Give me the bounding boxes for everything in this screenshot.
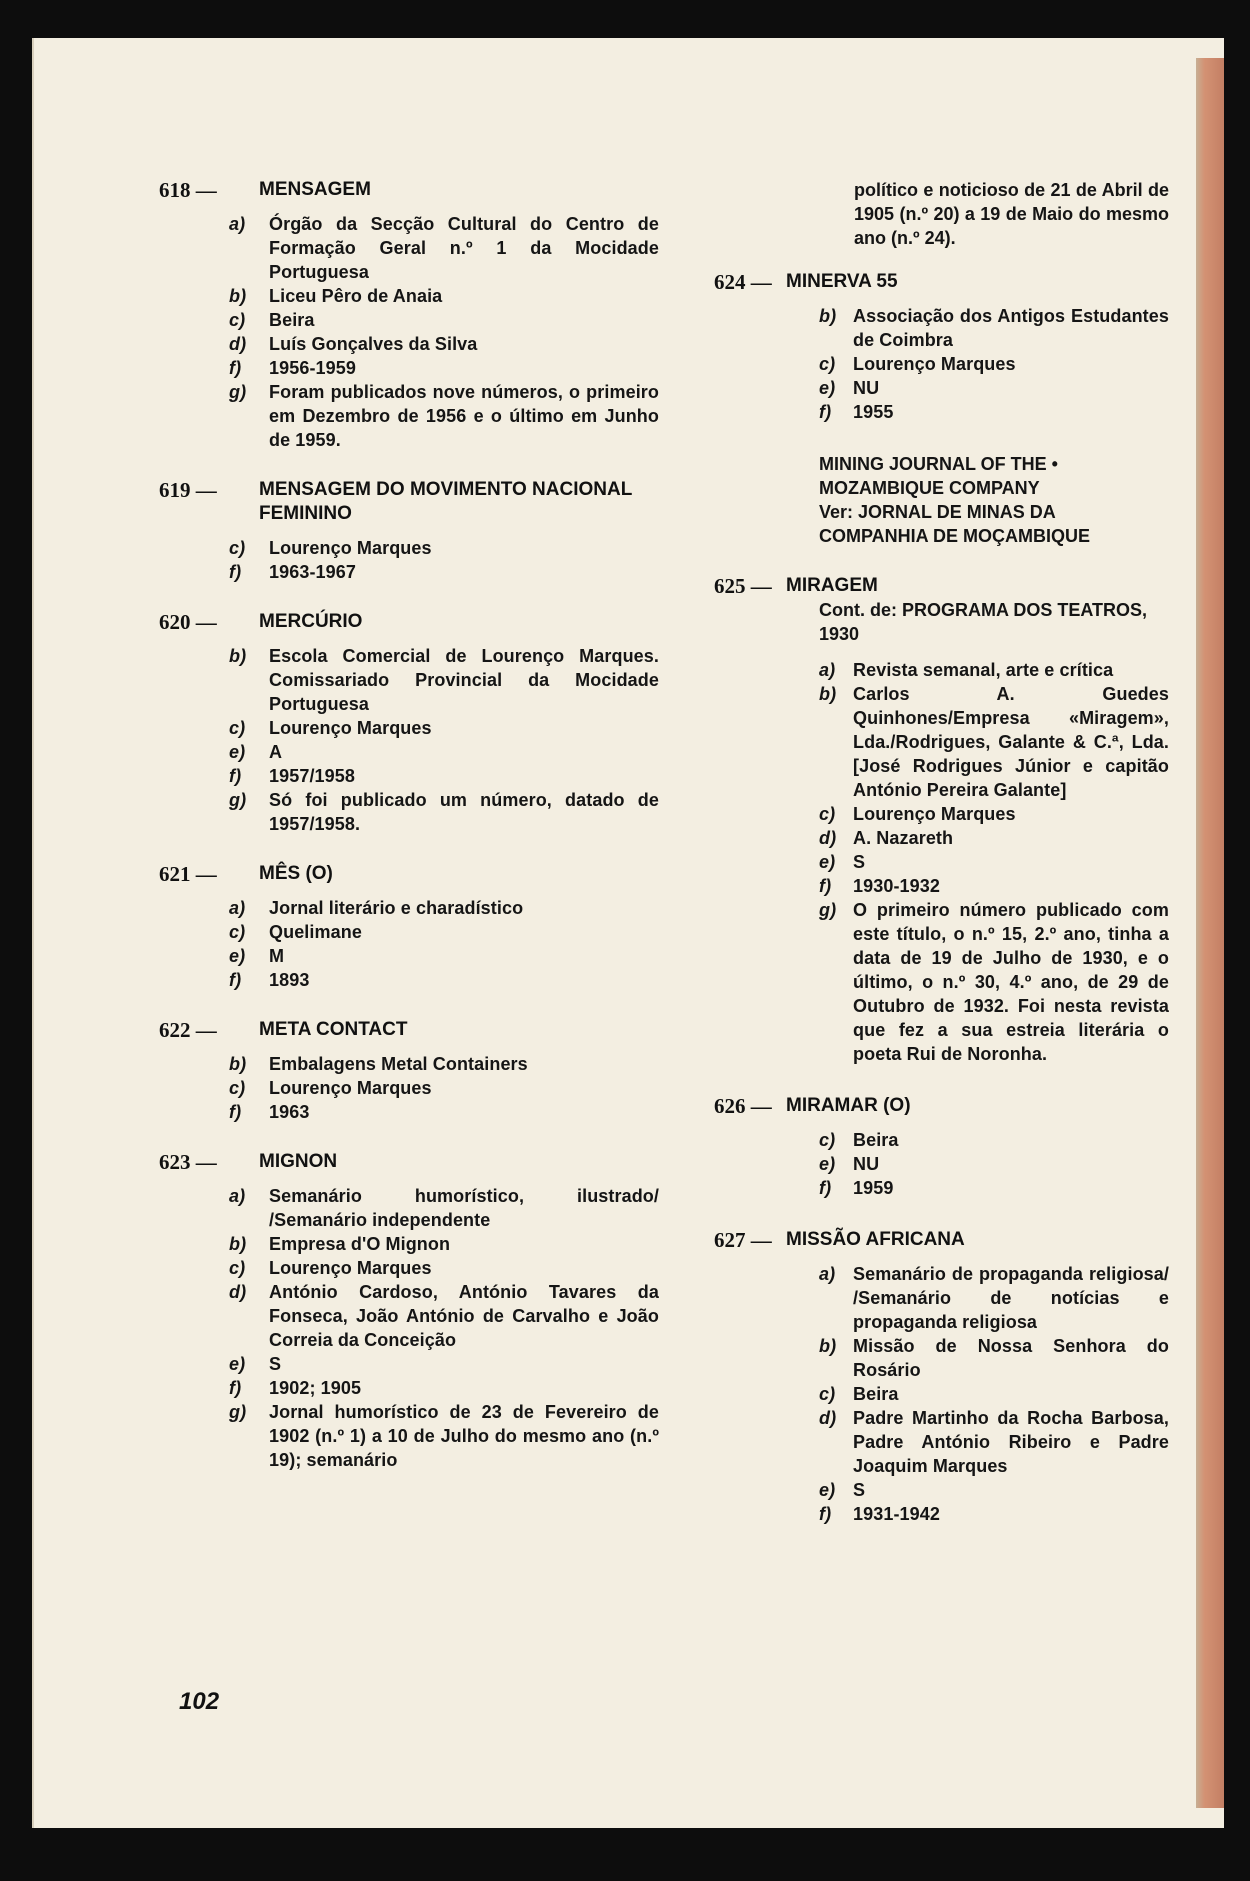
field-label: f)	[229, 358, 242, 378]
field-label: b)	[229, 286, 247, 306]
field-value: 1963	[269, 1102, 310, 1122]
book-page	[32, 38, 1224, 1828]
field-label: e)	[229, 742, 246, 762]
entry-field	[714, 826, 1169, 850]
entry-field	[714, 1334, 1169, 1382]
entry-field	[159, 896, 659, 920]
field-label: c)	[819, 804, 836, 824]
right-column	[714, 178, 1169, 1554]
entry-field	[714, 802, 1169, 826]
field-value: S	[269, 1354, 282, 1374]
field-label: g)	[229, 790, 247, 810]
field-value: António Cardoso, António Tavares da Fonseca, João António de Carvalho e João Correia da Conceição	[269, 1282, 659, 1350]
entry-title	[714, 1094, 1169, 1118]
entry-title	[159, 178, 659, 202]
field-label: f)	[229, 562, 242, 582]
entry-number: 618 —	[159, 178, 217, 202]
field-label: e)	[819, 1154, 836, 1174]
field-value: Órgão da Secção Cultural do Centro de Formação Geral n.º 1 da Mocidade Portuguesa	[269, 214, 659, 282]
field-label: d)	[229, 334, 247, 354]
entry-field	[714, 658, 1169, 682]
field-label: d)	[819, 828, 837, 848]
entry-field	[714, 376, 1169, 400]
field-label: b)	[819, 306, 837, 326]
field-value: A. Nazareth	[853, 828, 954, 848]
entry-field	[159, 1184, 659, 1232]
entry-field	[159, 1052, 659, 1076]
entry-number: 621 —	[159, 862, 217, 886]
entry-field	[159, 284, 659, 308]
entry-field	[159, 740, 659, 764]
field-value: M	[269, 946, 285, 966]
entry-field	[159, 788, 659, 836]
field-value: 1931-1942	[853, 1504, 940, 1524]
entry-field	[159, 944, 659, 968]
field-value: Lourenço Marques	[269, 538, 432, 558]
field-value: 1957/1958	[269, 766, 355, 786]
field-label: a)	[229, 1186, 246, 1206]
entry-number: 620 —	[159, 610, 217, 634]
entry-field	[714, 1406, 1169, 1478]
catalog-entry	[714, 1228, 1169, 1526]
field-value: Carlos A. Guedes Quinhones/Empresa «Miragem», Lda./Rodrigues, Galante & C.ª, Lda. [José Rodrigues Júnior e capitão António Pereira Galante]	[853, 684, 1169, 800]
field-value: Lourenço Marques	[853, 354, 1016, 374]
entry-name: MENSAGEM	[259, 179, 371, 200]
field-label: f)	[819, 876, 832, 896]
entry-number: 627 —	[714, 1228, 772, 1252]
field-label: b)	[229, 1234, 247, 1254]
field-value: Beira	[269, 310, 315, 330]
field-label: f)	[229, 970, 242, 990]
field-value: NU	[853, 378, 880, 398]
catalog-entry	[159, 862, 659, 992]
entry-title	[714, 574, 1169, 598]
entry-name: MISSÃO AFRICANA	[786, 1229, 965, 1250]
entry-name: MERCÚRIO	[259, 611, 363, 632]
field-label: g)	[229, 1402, 247, 1422]
field-label: c)	[229, 310, 246, 330]
continuation-text: político e noticioso de 21 de Abril de 1905 (n.º 20) a 19 de Maio do mesmo ano (n.º 24).	[854, 180, 1169, 248]
field-value: Jornal humorístico de 23 de Fevereiro de 1902 (n.º 1) a 10 de Julho do mesmo ano (n.º 19); semanário	[269, 1402, 659, 1470]
entry-name: MINERVA 55	[786, 271, 898, 292]
field-value: 1930-1932	[853, 876, 940, 896]
field-label: c)	[229, 1078, 246, 1098]
entry-title	[159, 1150, 659, 1174]
field-value: Missão de Nossa Senhora do Rosário	[853, 1336, 1169, 1380]
field-value: Revista semanal, arte e crítica	[853, 660, 1114, 680]
field-label: b)	[229, 646, 247, 666]
entry-field	[159, 380, 659, 452]
entry-field	[714, 352, 1169, 376]
field-value: 1902; 1905	[269, 1378, 362, 1398]
field-label: f)	[819, 1504, 832, 1524]
entry-field	[159, 968, 659, 992]
entry-field	[714, 1176, 1169, 1200]
field-value: Semanário humorístico, ilustrado/ /Semanário independente	[269, 1186, 659, 1230]
field-value: 1955	[853, 402, 894, 422]
entry-field	[159, 560, 659, 584]
catalog-entry	[159, 1018, 659, 1124]
entry-field	[159, 1376, 659, 1400]
entry-number: 626 —	[714, 1094, 772, 1118]
entry-number: 619 —	[159, 478, 217, 502]
entry-title	[714, 270, 1169, 294]
field-label: f)	[229, 766, 242, 786]
entry-field	[159, 764, 659, 788]
field-value: NU	[853, 1154, 880, 1174]
entry-field	[159, 332, 659, 356]
field-label: g)	[229, 382, 247, 402]
entry-name: MIRAMAR (O)	[786, 1095, 911, 1116]
field-label: g)	[819, 900, 837, 920]
entry-number: 622 —	[159, 1018, 217, 1042]
field-value: Liceu Pêro de Anaia	[269, 286, 443, 306]
entry-title	[159, 478, 659, 526]
entry-number: 624 —	[714, 270, 772, 294]
field-value: Associação dos Antigos Estudantes de Coimbra	[853, 306, 1169, 350]
entry-field	[714, 682, 1169, 802]
entry-field	[714, 1382, 1169, 1406]
entry-field	[159, 716, 659, 740]
page-number: 102	[179, 1688, 220, 1715]
entry-name: MIGNON	[259, 1151, 338, 1172]
entry-name: META CONTACT	[259, 1019, 408, 1040]
field-label: c)	[819, 1384, 836, 1404]
entry-field	[714, 1262, 1169, 1334]
entry-field	[714, 874, 1169, 898]
field-value: 1959	[853, 1178, 894, 1198]
field-value: Padre Martinho da Rocha Barbosa, Padre António Ribeiro e Padre Joaquim Marques	[853, 1408, 1169, 1476]
catalog-entry	[714, 270, 1169, 424]
field-value: Luís Gonçalves da Silva	[269, 334, 478, 354]
field-label: c)	[229, 1258, 246, 1278]
field-value: Jornal literário e charadístico	[269, 898, 524, 918]
field-value: Lourenço Marques	[269, 1078, 432, 1098]
field-value: Quelimane	[269, 922, 362, 942]
field-value: Lourenço Marques	[853, 804, 1016, 824]
entry-field	[159, 1280, 659, 1352]
entry-field	[714, 304, 1169, 352]
field-label: a)	[819, 660, 836, 680]
entry-title	[714, 1228, 1169, 1252]
entry-field	[714, 1502, 1169, 1526]
entry-field	[714, 1478, 1169, 1502]
entry-field	[159, 212, 659, 284]
field-value: Foram publicados nove números, o primeiro em Dezembro de 1956 e o último em Junho de 1959.	[269, 382, 659, 450]
field-value: Beira	[853, 1384, 899, 1404]
book-spine-edge	[1196, 58, 1224, 1808]
entry-field	[714, 850, 1169, 874]
field-label: e)	[229, 946, 246, 966]
entry-field	[159, 308, 659, 332]
entry-name: MÊS (O)	[259, 863, 333, 884]
catalog-entry	[159, 478, 659, 584]
catalog-entry	[159, 1150, 659, 1472]
entry-field	[159, 1232, 659, 1256]
field-label: c)	[229, 922, 246, 942]
field-label: b)	[819, 684, 837, 704]
field-value: Lourenço Marques	[269, 718, 432, 738]
entry-number: 625 —	[714, 574, 772, 598]
field-value: 1956-1959	[269, 358, 356, 378]
field-label: e)	[819, 378, 836, 398]
field-value: Escola Comercial de Lourenço Marques. Comissariado Provincial da Mocidade Portuguesa	[269, 646, 659, 714]
entry-number: 623 —	[159, 1150, 217, 1174]
field-value: Embalagens Metal Containers	[269, 1054, 528, 1074]
entry-field	[159, 536, 659, 560]
field-label: c)	[229, 538, 246, 558]
entry-field	[159, 1256, 659, 1280]
field-value: A	[269, 742, 283, 762]
field-value: 1963-1967	[269, 562, 356, 582]
field-label: a)	[229, 214, 246, 234]
entry-field	[159, 1100, 659, 1124]
field-label: e)	[819, 852, 836, 872]
field-value: S	[853, 852, 866, 872]
entry-continuation: Cont. de: PROGRAMA DOS TEATROS, 1930	[819, 600, 1147, 644]
entry-title	[159, 862, 659, 886]
field-value: Só foi publicado um número, datado de 1957/1958.	[269, 790, 659, 834]
field-label: b)	[819, 1336, 837, 1356]
entry-field	[714, 1152, 1169, 1176]
catalog-entry	[159, 610, 659, 836]
field-value: S	[853, 1480, 866, 1500]
mining-journal-title: MINING JOURNAL OF THE • MOZAMBIQUE COMPANY	[819, 454, 1058, 498]
field-label: a)	[819, 1264, 836, 1284]
entry-field	[159, 1076, 659, 1100]
field-label: d)	[819, 1408, 837, 1428]
field-value: O primeiro número publicado com este título, o n.º 15, 2.º ano, tinha a data de 19 de Julho de 1930, e o último, o n.º 30, 4.º ano, de 29 de Outubro de 1932. Foi nesta revista que fez a sua estreia literária o poeta Rui de Noronha.	[853, 900, 1169, 1064]
entry-title	[159, 610, 659, 634]
catalog-entry	[159, 178, 659, 452]
entry-name: MENSAGEM DO MOVIMENTO NACIONAL FEMININO	[259, 479, 632, 524]
field-value: 1893	[269, 970, 310, 990]
field-label: b)	[229, 1054, 247, 1074]
catalog-entry	[714, 574, 1169, 1066]
entry-name: MIRAGEM	[786, 575, 878, 596]
field-label: c)	[819, 354, 836, 374]
field-label: e)	[229, 1354, 246, 1374]
field-label: f)	[819, 402, 832, 422]
entry-field	[714, 898, 1169, 1066]
catalog-entry	[714, 1094, 1169, 1200]
left-column	[159, 178, 659, 1498]
entry-field	[159, 356, 659, 380]
entry-field	[714, 400, 1169, 424]
field-label: a)	[229, 898, 246, 918]
field-label: c)	[819, 1130, 836, 1150]
entry-field	[159, 1352, 659, 1376]
entry-field	[159, 920, 659, 944]
field-value: Semanário de propaganda religiosa/ /Semanário de notícias e propaganda religiosa	[853, 1264, 1169, 1332]
field-label: e)	[819, 1480, 836, 1500]
field-label: f)	[229, 1102, 242, 1122]
field-label: d)	[229, 1282, 247, 1302]
field-value: Beira	[853, 1130, 899, 1150]
field-label: f)	[229, 1378, 242, 1398]
entry-field	[159, 644, 659, 716]
field-label: f)	[819, 1178, 832, 1198]
entry-field	[714, 1128, 1169, 1152]
field-value: Empresa d'O Mignon	[269, 1234, 451, 1254]
field-value: Lourenço Marques	[269, 1258, 432, 1278]
mining-journal-see: Ver: JORNAL DE MINAS DA COMPANHIA DE MOÇAMBIQUE	[819, 502, 1090, 546]
entry-field	[159, 1400, 659, 1472]
entry-title	[159, 1018, 659, 1042]
field-label: c)	[229, 718, 246, 738]
